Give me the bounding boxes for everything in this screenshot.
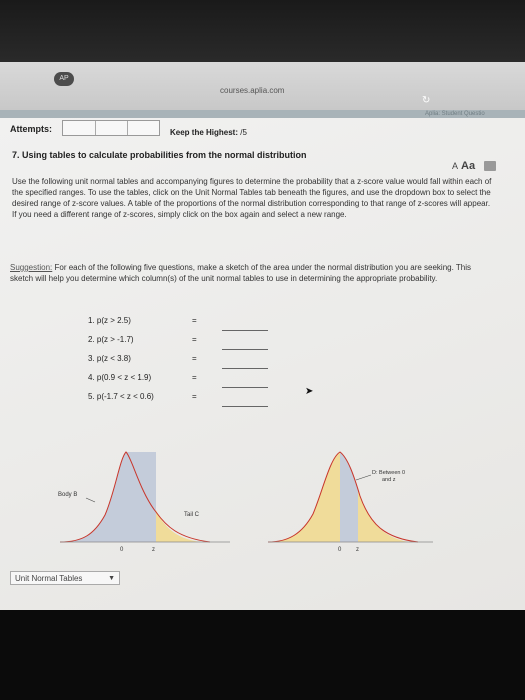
answer-field-2[interactable] (222, 349, 268, 350)
between-label-2: and z (382, 477, 396, 483)
monitor-bezel-top (0, 0, 525, 62)
score-value: /5 (240, 128, 247, 137)
keep-highest-label: Keep the Highest: /5 (170, 128, 247, 137)
app-icon[interactable]: AP (54, 72, 74, 86)
attempts-indicator (62, 120, 160, 136)
question-item-1: 1. p(z > 2.5) = (88, 316, 197, 325)
normal-curve-between (268, 440, 438, 555)
answer-field-4[interactable] (222, 387, 268, 388)
left-tail-region (268, 452, 340, 542)
answer-field-5[interactable] (222, 406, 268, 407)
answer-field-1[interactable] (222, 330, 268, 331)
right-tail-region (358, 490, 408, 542)
zero-label-left: 0 (120, 547, 124, 553)
chevron-down-icon: ▼ (108, 575, 115, 582)
question-title: 7. Using tables to calculate probabilities from the normal distribution (12, 150, 307, 160)
address-bar-url[interactable]: courses.aplia.com (220, 86, 285, 95)
font-size-control[interactable] (452, 160, 475, 172)
print-icon[interactable] (484, 161, 496, 171)
attempts-row (10, 120, 510, 142)
normal-curve-body-tail (60, 440, 240, 555)
unit-normal-tables-dropdown[interactable] (10, 571, 120, 585)
z-label-left: z (152, 547, 155, 553)
tail-label: Tail C (184, 512, 200, 518)
font-large-button[interactable]: Aa (461, 160, 476, 172)
instructions-paragraph: Use the following unit normal tables and accompanying figures to determine the probability that a z-score value would fall within each of the specified ranges. To use the tables, click on the Unit Normal Tables tab beneath the figures, and use the dropdown box to select the desired range of z-score values. A table of the proportions of the normal distribution corresponding to that range of z-scores will appear. If you need a different range of z-scores, simply click on the box again and select a new range. (12, 177, 492, 219)
reload-icon[interactable]: ↻ (422, 95, 431, 106)
between-label-1: D: Between 0 (372, 470, 406, 476)
question-item-2: 2. p(z > -1.7) = (88, 335, 197, 344)
suggestion-paragraph (10, 262, 495, 284)
monitor-bezel-bottom (0, 610, 525, 700)
question-item-5: 5. p(-1.7 < z < 0.6) = (88, 392, 197, 401)
suggestion-label: Suggestion: (10, 263, 53, 272)
font-small-button[interactable]: A (452, 161, 459, 171)
z-label-right: z (356, 547, 359, 553)
answer-field-3[interactable] (222, 368, 268, 369)
question-item-4: 4. p(0.9 < z < 1.9) = (88, 373, 197, 382)
dropdown-label: Unit Normal Tables (15, 574, 83, 583)
question-item-3: 3. p(z < 3.8) = (88, 354, 197, 363)
attempts-label: Attempts: (10, 124, 52, 134)
zero-label-right: 0 (338, 547, 342, 553)
mouse-cursor-icon: ➤ (305, 386, 314, 397)
suggestion-text: For each of the following five questions, make a sketch of the area under the normal distribution you are seeking. This sketch will help you determine which column(s) of the unit normal tables to use in determining the appropriate probability. (10, 263, 472, 283)
browser-tab-aplia[interactable]: Aplia: Student Questio (425, 111, 485, 117)
body-label: Body B (58, 492, 78, 498)
